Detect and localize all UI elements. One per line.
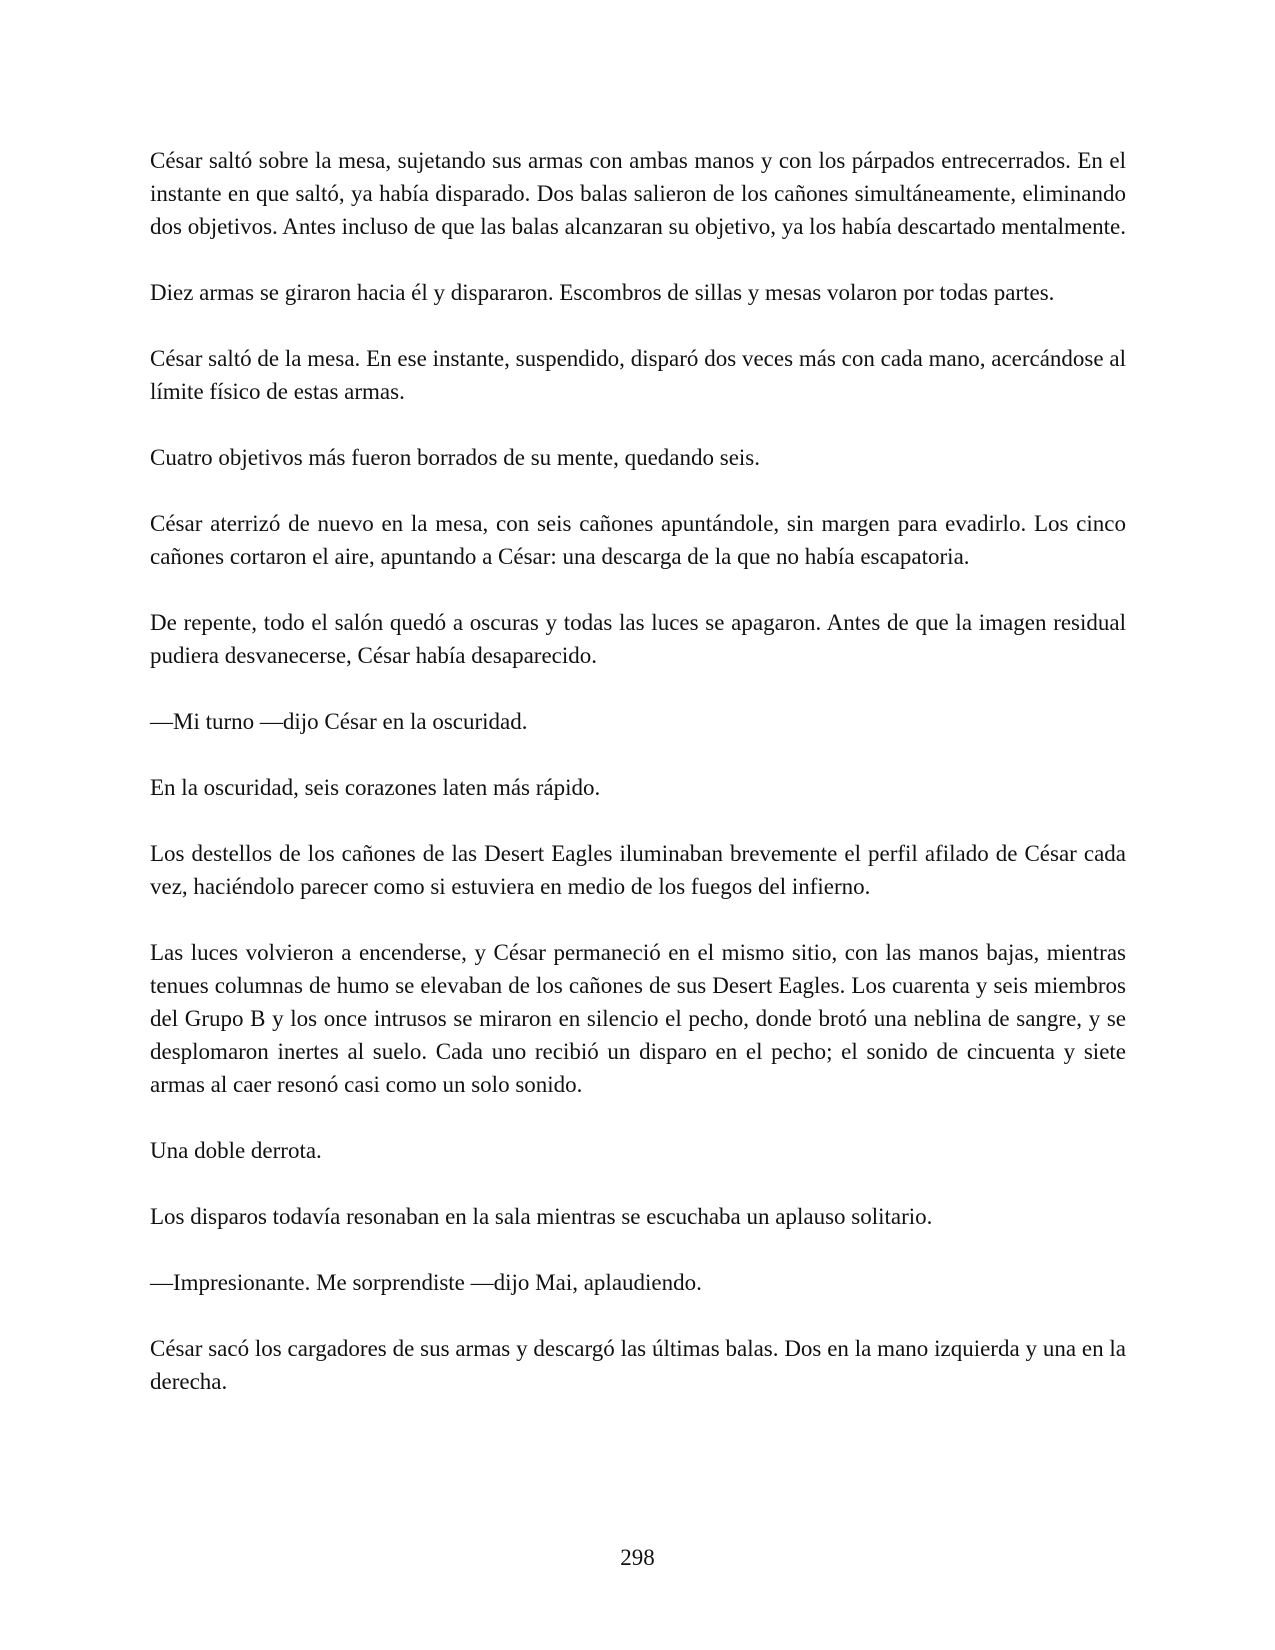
paragraph: César saltó sobre la mesa, sujetando sus armas con ambas manos y con los párpados entrecerrados. En el instante en que saltó, ya había disparado. Dos balas salieron de los cañones simultáneamente, eliminando dos objetivos. Antes incluso de que las balas alcanzaran su objetivo, ya los había descartado mentalmente. (150, 148, 1126, 239)
paragraph: César aterrizó de nuevo en la mesa, con seis cañones apuntándole, sin margen para evadirlo. Los cinco cañones cortaron el aire, apuntando a César: una descarga de la que no había escapatoria. (150, 511, 1126, 569)
paragraph: César sacó los cargadores de sus armas y descargó las últimas balas. Dos en la mano izquierda y una en la derecha. (150, 1336, 1126, 1394)
paragraph: Cuatro objetivos más fueron borrados de su mente, quedando seis. (150, 445, 761, 470)
paragraph: Diez armas se giraron hacia él y dispararon. Escombros de sillas y mesas volaron por todas partes. (150, 280, 1055, 305)
paragraph: —Impresionante. Me sorprendiste —dijo Mai, aplaudiendo. (150, 1270, 702, 1295)
page-body (150, 144, 1126, 1431)
paragraph: Los destellos de los cañones de las Desert Eagles iluminaban brevemente el perfil afilado de César cada vez, haciéndolo parecer como si estuviera en medio de los fuegos del infierno. (150, 841, 1126, 899)
paragraph: Las luces volvieron a encenderse, y César permaneció en el mismo sitio, con las manos bajas, mientras tenues columnas de humo se elevaban de los cañones de sus Desert Eagles. Los cuarenta y seis miembros del Grupo B y los once intrusos se miraron en silencio el pecho, donde brotó una neblina de sangre, y se desplomaron inertes al suelo. Cada uno recibió un disparo en el pecho; el sonido de cincuenta y siete armas al caer resonó casi como un solo sonido. (150, 940, 1126, 1097)
paragraph: Los disparos todavía resonaban en la sala mientras se escuchaba un aplauso solitario. (150, 1204, 933, 1229)
paragraph: Una doble derrota. (150, 1138, 322, 1163)
paragraph: —Mi turno —dijo César en la oscuridad. (150, 709, 528, 734)
paragraph: César saltó de la mesa. En ese instante, suspendido, disparó dos veces más con cada mano, acercándose al límite físico de estas armas. (150, 346, 1126, 404)
page-number: 298 (620, 1545, 655, 1570)
paragraph: En la oscuridad, seis corazones laten más rápido. (150, 775, 601, 800)
paragraph: De repente, todo el salón quedó a oscuras y todas las luces se apagaron. Antes de que la imagen residual pudiera desvanecerse, César había desaparecido. (150, 610, 1126, 668)
